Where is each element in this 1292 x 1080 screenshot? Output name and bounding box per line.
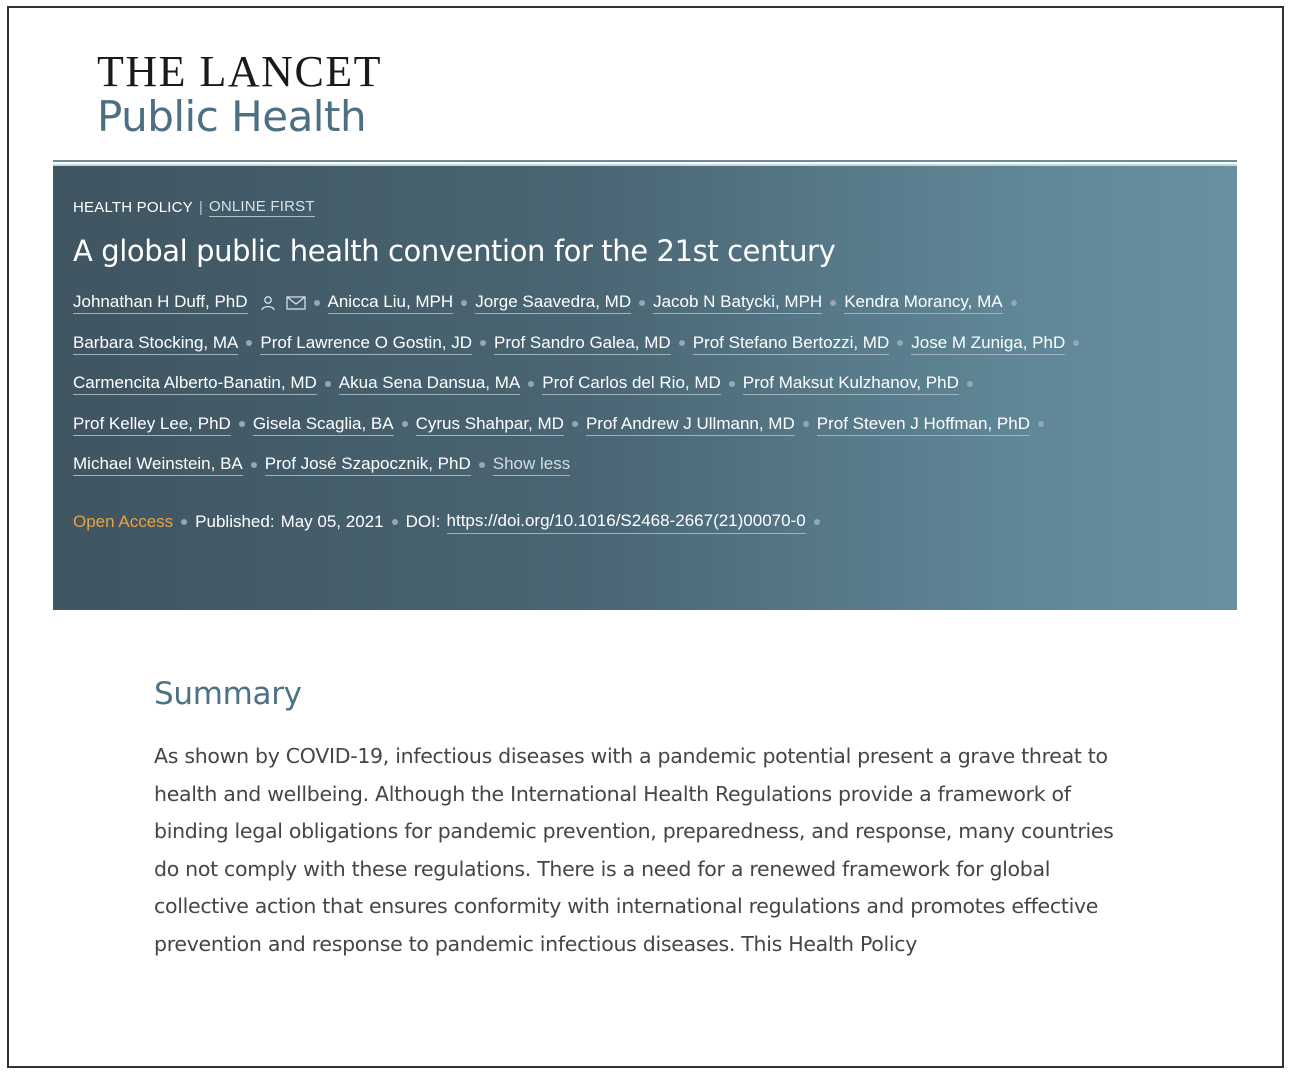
separator-dot bbox=[461, 300, 467, 306]
separator-dot bbox=[572, 421, 578, 427]
author-link[interactable]: Barbara Stocking, MA bbox=[73, 333, 238, 355]
author-link[interactable]: Akua Sena Dansua, MA bbox=[339, 373, 520, 395]
separator-dot bbox=[402, 421, 408, 427]
separator-dot bbox=[480, 340, 486, 346]
article-header-banner bbox=[53, 166, 1237, 610]
author-list bbox=[73, 282, 1173, 485]
doi-link[interactable]: https://doi.org/10.1016/S2468-2667(21)00070-0 bbox=[447, 511, 806, 534]
separator-dot bbox=[528, 381, 534, 387]
author-link[interactable]: Anicca Liu, MPH bbox=[328, 292, 454, 314]
envelope-icon[interactable] bbox=[286, 295, 306, 311]
show-less-button[interactable]: Show less bbox=[493, 454, 570, 476]
author-link[interactable]: Prof Carlos del Rio, MD bbox=[542, 373, 721, 395]
doi-label: DOI: bbox=[405, 512, 441, 531]
online-first-link[interactable]: ONLINE FIRST bbox=[208, 197, 315, 215]
corresponding-author-icons bbox=[260, 295, 306, 311]
separator-dot bbox=[325, 381, 331, 387]
journal-name-line2: Public Health bbox=[97, 92, 367, 141]
separator-dot bbox=[239, 421, 245, 427]
journal-name-line1: THE LANCET bbox=[97, 47, 383, 96]
separator-dot bbox=[1011, 300, 1017, 306]
author-link[interactable]: Prof Andrew J Ullmann, MD bbox=[586, 414, 795, 436]
author-link[interactable]: Johnathan H Duff, PhD bbox=[73, 292, 248, 314]
article-meta bbox=[73, 511, 1217, 534]
published-date: May 05, 2021 bbox=[280, 512, 384, 531]
separator-dot bbox=[897, 340, 903, 346]
author-link[interactable]: Jose M Zuniga, PhD bbox=[911, 333, 1065, 355]
separator-dot bbox=[1038, 421, 1044, 427]
separator-dot bbox=[679, 340, 685, 346]
author-link[interactable]: Prof Stefano Bertozzi, MD bbox=[693, 333, 890, 355]
separator-dot bbox=[392, 519, 398, 525]
author-link[interactable]: Jacob N Batycki, MPH bbox=[653, 292, 822, 314]
author-link[interactable]: Prof José Szapocznik, PhD bbox=[265, 454, 471, 476]
separator-dot bbox=[814, 519, 820, 525]
separator-dot bbox=[251, 462, 257, 468]
article-title: A global public health convention for the 21st century bbox=[73, 234, 836, 268]
separator-dot bbox=[181, 519, 187, 525]
author-link[interactable]: Jorge Saavedra, MD bbox=[475, 292, 631, 314]
separator-dot bbox=[830, 300, 836, 306]
summary-heading: Summary bbox=[154, 676, 302, 712]
journal-logo[interactable] bbox=[97, 48, 382, 140]
author-link[interactable]: Michael Weinstein, BA bbox=[73, 454, 243, 476]
author-link[interactable]: Cyrus Shahpar, MD bbox=[416, 414, 564, 436]
separator-dot bbox=[639, 300, 645, 306]
separator-dot bbox=[479, 462, 485, 468]
separator-dot bbox=[803, 421, 809, 427]
author-link[interactable]: Prof Kelley Lee, PhD bbox=[73, 414, 231, 436]
author-link[interactable]: Prof Lawrence O Gostin, JD bbox=[260, 333, 472, 355]
separator-dot bbox=[1073, 340, 1079, 346]
published-label: Published: bbox=[195, 512, 275, 531]
person-icon[interactable] bbox=[260, 295, 276, 311]
article-type: HEALTH POLICY bbox=[73, 198, 193, 216]
separator-dot bbox=[967, 381, 973, 387]
article-kicker bbox=[73, 196, 1217, 218]
author-link[interactable]: Prof Maksut Kulzhanov, PhD bbox=[743, 373, 959, 395]
author-link[interactable]: Gisela Scaglia, BA bbox=[253, 414, 394, 436]
kicker-separator: | bbox=[198, 198, 203, 216]
author-link[interactable]: Kendra Morancy, MA bbox=[844, 292, 1002, 314]
summary-text: As shown by COVID-19, infectious diseases with a pandemic potential present a grave threat to health and wellbeing. Although the International Health Regulations provide a framework of binding legal obligations for pandemic prevention, preparedness, and response, many countries do not comply with these regulations. There is a need for a renewed framework for global collective action that ensures conformity with international regulations and promotes effective prevention and response to pandemic infectious diseases. This Health Policy bbox=[154, 744, 1114, 956]
separator-dot bbox=[314, 300, 320, 306]
summary-section bbox=[154, 676, 1144, 963]
author-link[interactable]: Prof Sandro Galea, MD bbox=[494, 333, 671, 355]
open-access-badge: Open Access bbox=[73, 512, 174, 531]
author-link[interactable]: Prof Steven J Hoffman, PhD bbox=[817, 414, 1030, 436]
separator-dot bbox=[246, 340, 252, 346]
author-link[interactable]: Carmencita Alberto-Banatin, MD bbox=[73, 373, 317, 395]
separator-dot bbox=[729, 381, 735, 387]
